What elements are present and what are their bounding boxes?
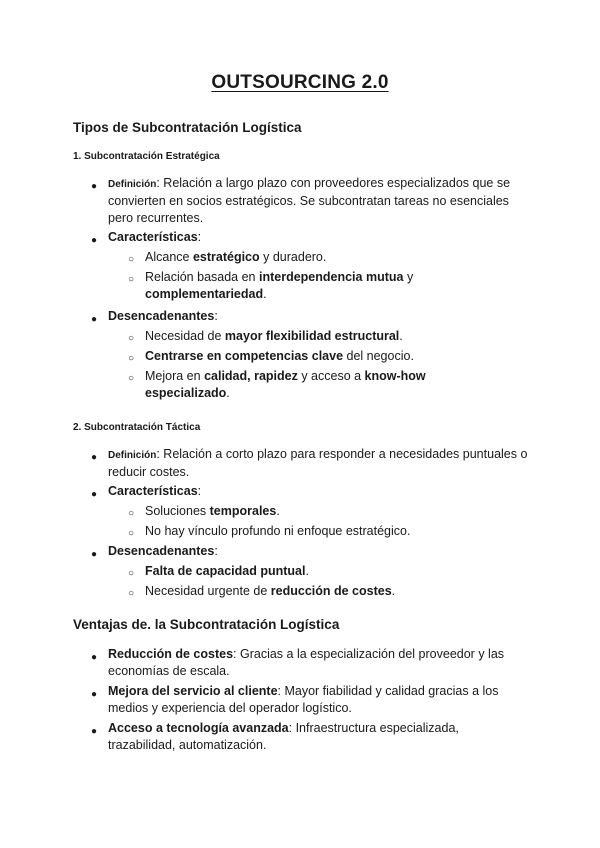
section-heading-types: Tipos de Subcontratación Logística — [73, 120, 302, 135]
subheading-strategic: 1. Subcontratación Estratégica — [73, 151, 220, 162]
tactical-definition — [108, 446, 528, 481]
list-item: Falta de capacidad puntual. — [145, 564, 309, 578]
list-item: Mejora en calidad, rapidez y acceso a know-how especializado. — [145, 369, 426, 400]
sub-bullet-icon: ○ — [128, 508, 135, 519]
bullet-icon: ● — [91, 314, 98, 325]
section-heading-advantages: Ventajas de. la Subcontratación Logística — [73, 617, 340, 632]
sub-bullet-icon: ○ — [128, 373, 135, 384]
sub-bullet-icon: ○ — [128, 254, 135, 265]
list-item: Mejora del servicio al cliente: Mayor fiabilidad y calidad gracias a los medios y experiencia del operador logístico. — [108, 684, 499, 715]
list-item: Centrarse en competencias clave del negocio. — [145, 349, 414, 363]
tactical-triggers-label: Desencadenantes: — [108, 544, 218, 558]
bullet-icon: ● — [91, 235, 98, 246]
list-item: Acceso a tecnología avanzada: Infraestructura especializada, trazabilidad, automatización. — [108, 721, 459, 752]
strategic-triggers-label: Desencadenantes: — [108, 309, 218, 323]
sub-bullet-icon: ○ — [128, 568, 135, 579]
tactical-characteristics-label: Características: — [108, 484, 202, 498]
subheading-tactical: 2. Subcontratación Táctica — [73, 422, 201, 433]
list-item: Reducción de costes: Gracias a la especialización del proveedor y las economías de escala. — [108, 647, 505, 678]
sub-bullet-icon: ○ — [128, 333, 135, 344]
sub-bullet-icon: ○ — [128, 528, 135, 539]
bullet-icon: ● — [91, 489, 98, 500]
definition-label: Definición — [108, 179, 157, 190]
list-item: Necesidad urgente de reducción de costes. — [145, 584, 396, 598]
bullet-icon: ● — [91, 452, 98, 463]
sub-bullet-icon: ○ — [128, 274, 135, 285]
list-item: Alcance estratégico y duradero. — [145, 250, 327, 264]
strategic-definition — [108, 175, 528, 227]
strategic-characteristics-label: Características: — [108, 230, 202, 244]
list-item: Soluciones temporales. — [145, 504, 280, 518]
list-item: Relación basada en interdependencia mutua y complementariedad. — [145, 270, 414, 301]
bullet-icon: ● — [91, 689, 98, 700]
sub-bullet-icon: ○ — [128, 353, 135, 364]
bullet-icon: ● — [91, 726, 98, 737]
definition-text: : Relación a corto plazo para responder a necesidades puntuales o reducir costes. — [108, 447, 528, 479]
sub-bullet-icon: ○ — [128, 588, 135, 599]
definition-label: Definición — [108, 450, 157, 461]
list-item: No hay vínculo profundo ni enfoque estratégico. — [145, 524, 411, 538]
bullet-icon: ● — [91, 652, 98, 663]
page-title: OUTSOURCING 2.0 — [211, 72, 389, 93]
bullet-icon: ● — [91, 181, 98, 192]
list-item: Necesidad de mayor flexibilidad estructural. — [145, 329, 403, 343]
definition-text: : Relación a largo plazo con proveedores especializados que se convierten en socios estratégicos. Se subcontratan tareas no esenciales pero recurrentes. — [108, 176, 511, 225]
bullet-icon: ● — [91, 549, 98, 560]
